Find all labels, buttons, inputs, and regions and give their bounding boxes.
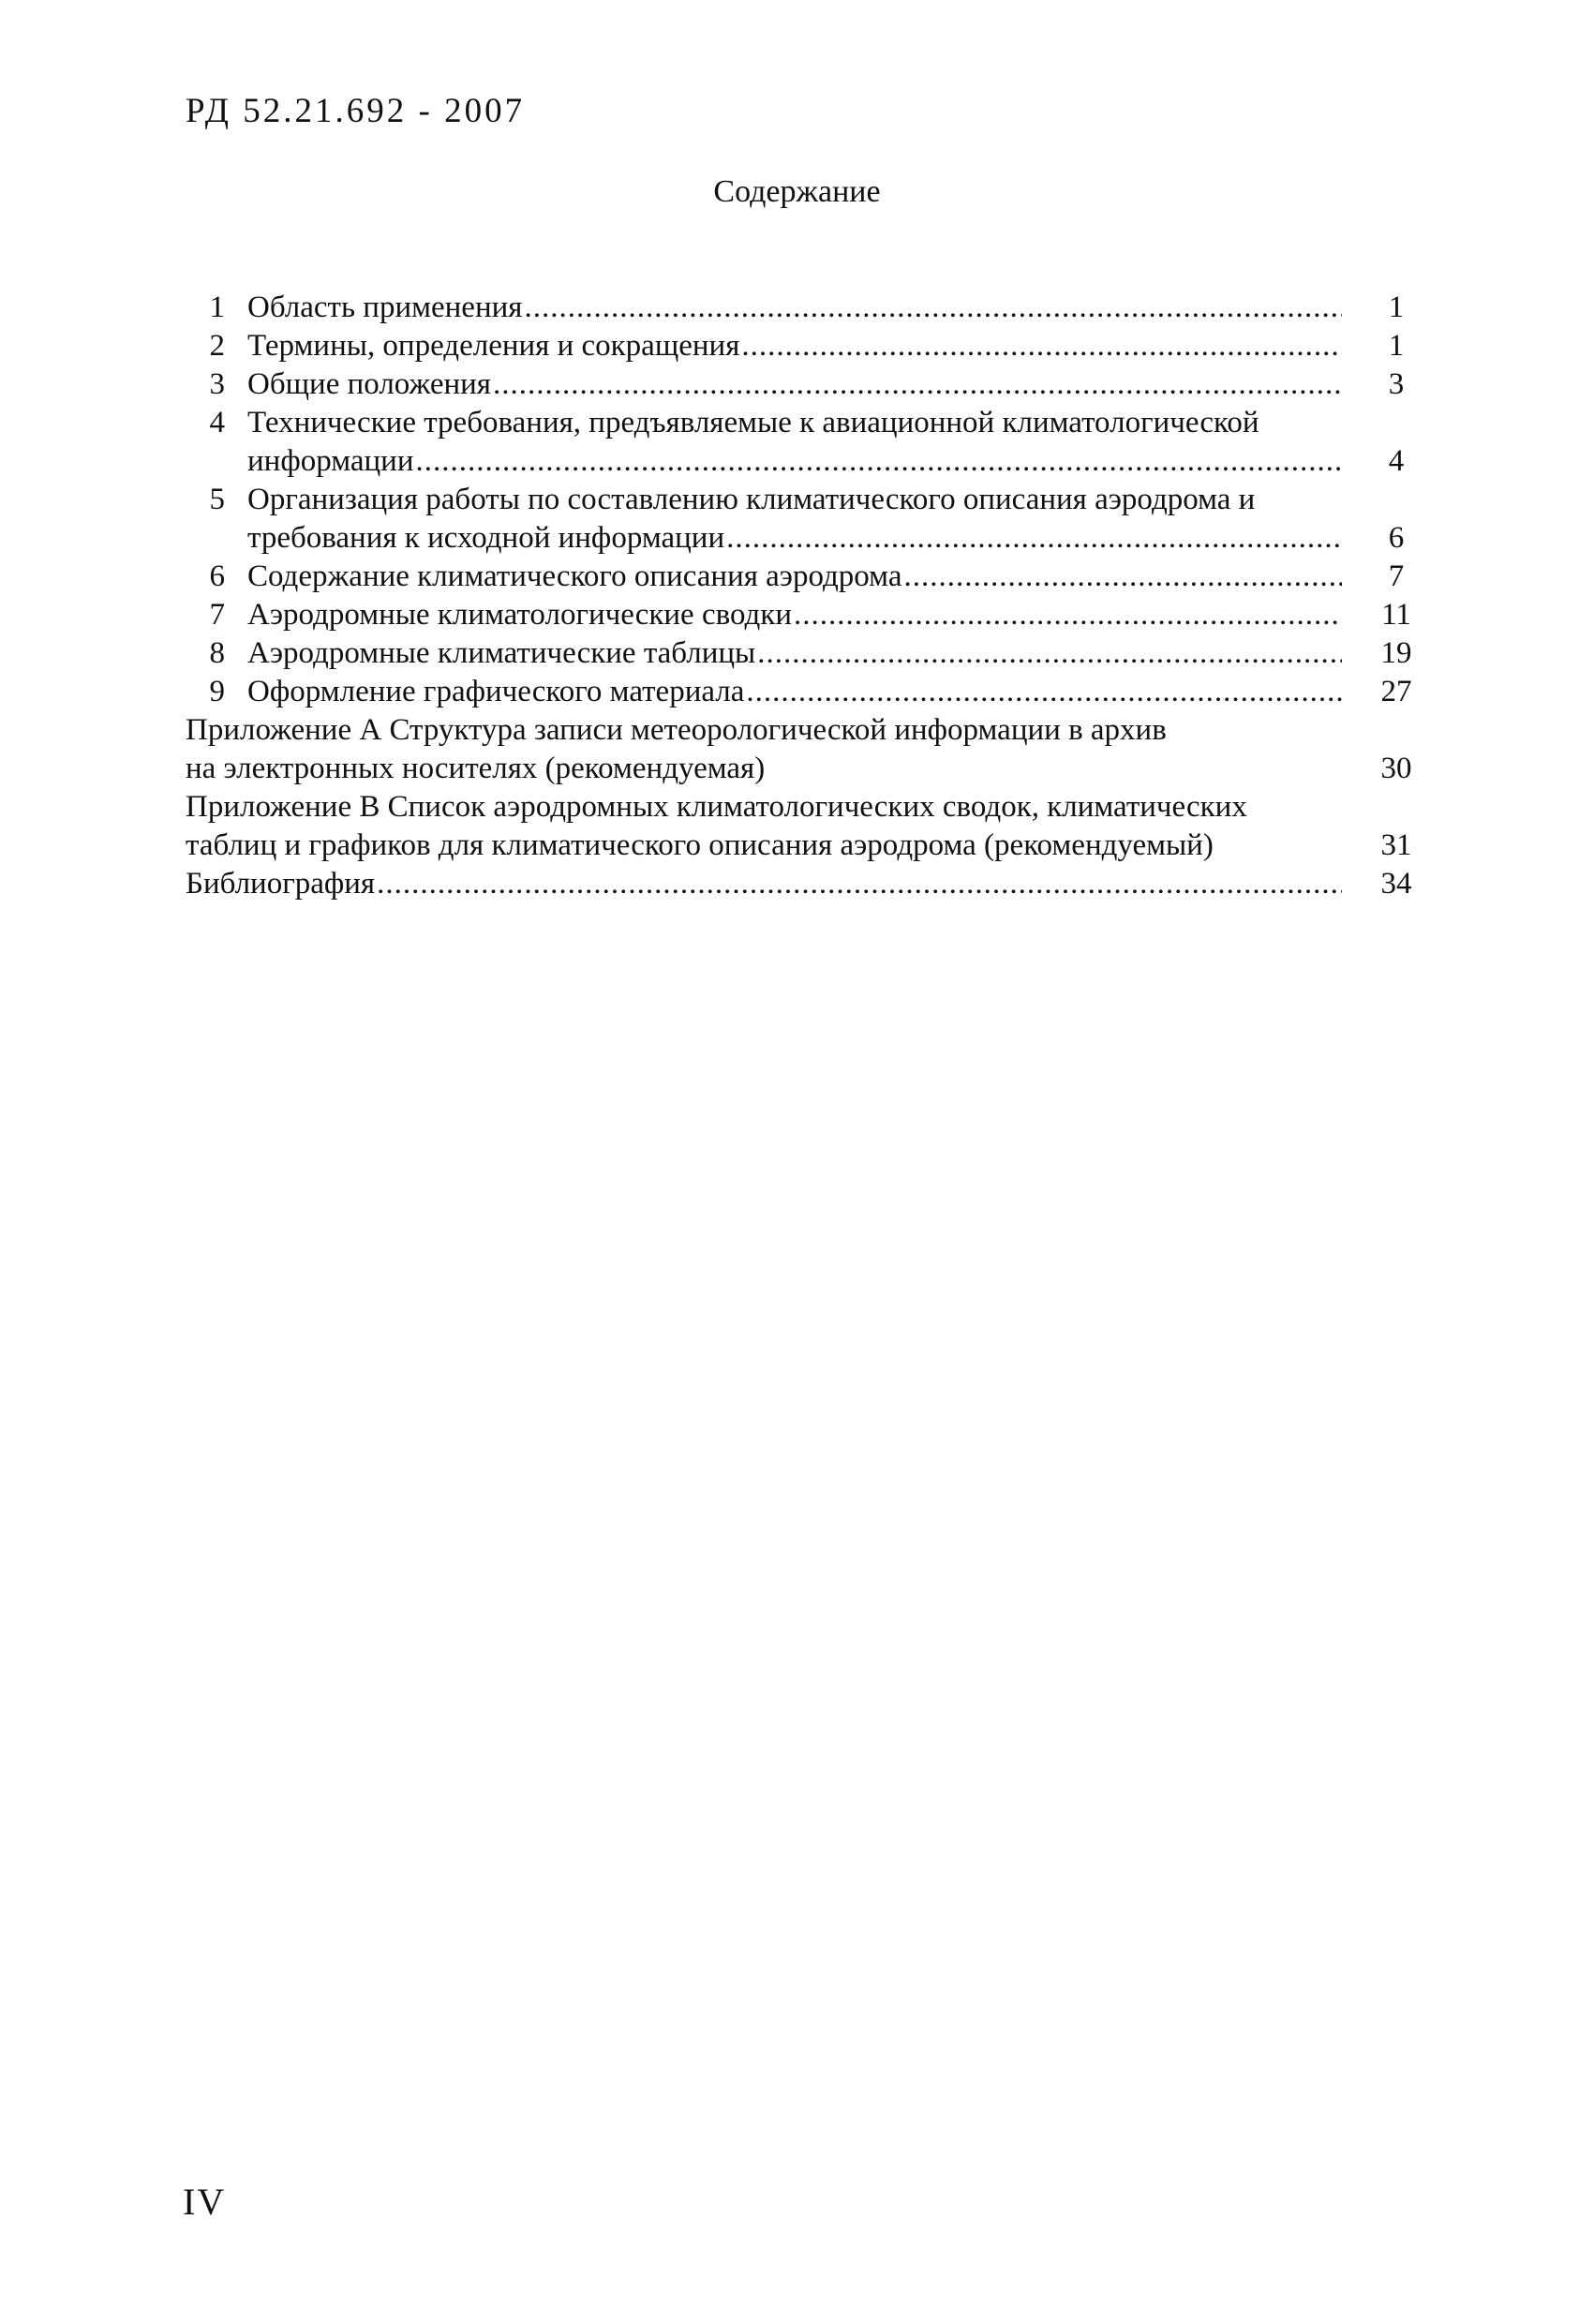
toc-item[interactable] [247,638,1342,669]
leader-dots [757,638,1342,669]
toc-item-page: 6 [1388,521,1405,555]
toc-item[interactable] [247,369,1342,400]
toc-item-label: Оформление графического материала [247,675,745,708]
appendix-a-line1[interactable] [186,715,1348,746]
toc-item-page: 3 [1388,367,1405,401]
toc-item[interactable] [247,331,1342,362]
appendix-b-line2[interactable] [186,830,1366,861]
toc-item-line1[interactable] [247,408,1353,439]
toc-item-label: Организация работы по составлению климатического описания аэродрома и [247,483,1256,516]
toc-item[interactable] [247,600,1342,631]
toc-item-label: Термины, определения и сокращения [247,329,740,363]
appendix-a-line2[interactable] [186,753,1348,784]
leader-dots [794,600,1342,631]
toc-item-number: 2 [209,329,225,363]
toc-item-number: 1 [209,290,225,324]
toc-item-number: 8 [209,636,225,670]
leader-dots [524,292,1342,323]
appendix-b-page: 31 [1380,828,1412,862]
toc-item-label: Общие положения [247,367,491,401]
toc-item-label: требования к исходной информации [247,521,725,555]
toc-item-label: Аэродромные климатические таблицы [247,636,756,670]
bibliography-page: 34 [1380,867,1412,901]
bibliography-label: Библиография [186,867,376,901]
page-number: IV [183,2181,227,2223]
toc-item-number: 6 [209,559,225,593]
toc-item-label: Аэродромные климатологические сводки [247,598,792,632]
leader-dots [377,869,1342,900]
leader-dots [493,369,1342,400]
toc-item[interactable] [247,561,1342,592]
toc-item-label: Содержание климатического описания аэродрома [247,559,902,593]
toc-item-label: информации [247,444,414,478]
toc-item-line2[interactable] [247,523,1342,554]
toc-item-number: 7 [209,598,225,632]
toc-item-page: 1 [1388,329,1405,363]
toc-item-number: 3 [209,367,225,401]
appendix-label: Приложение В Список аэродромных климатологических сводок, климатических [186,790,1247,824]
toc-item-page: 4 [1388,444,1405,478]
toc-item-page: 1 [1388,290,1405,324]
toc-item[interactable] [247,292,1342,323]
appendix-label: на электронных носителях (рекомендуемая) [186,752,766,785]
leader-dots [726,523,1342,554]
toc-item-page: 27 [1380,675,1412,708]
toc-item-number: 5 [209,483,225,516]
toc-item-page: 7 [1388,559,1405,593]
toc-item-number: 4 [209,406,225,439]
appendix-a-page: 30 [1380,752,1412,785]
appendix-label: таблиц и графиков для климатического описания аэродрома (рекомендуемый) [186,828,1214,862]
toc-item-label: Область применения [247,290,523,324]
toc-item-line2[interactable] [247,446,1342,477]
bibliography-item[interactable] [186,869,1342,900]
toc-item-page: 11 [1381,598,1411,632]
toc-item[interactable] [247,677,1342,708]
toc-item-line1[interactable] [247,484,1353,515]
leader-dots [903,561,1342,592]
toc-item-label: Технические требования, предъявляемые к авиационной климатологической [247,406,1259,439]
appendix-label: Приложение А Структура записи метеорологической информации в архив [186,713,1167,747]
document-code: РД 52.21.692 - 2007 [186,92,526,130]
leader-dots [746,677,1342,708]
leader-dots [416,446,1343,477]
leader-dots [741,331,1342,362]
toc-title: Содержание [713,174,881,209]
toc-item-page: 19 [1380,636,1412,670]
appendix-b-line1[interactable] [186,792,1366,823]
toc-item-number: 9 [209,675,225,708]
